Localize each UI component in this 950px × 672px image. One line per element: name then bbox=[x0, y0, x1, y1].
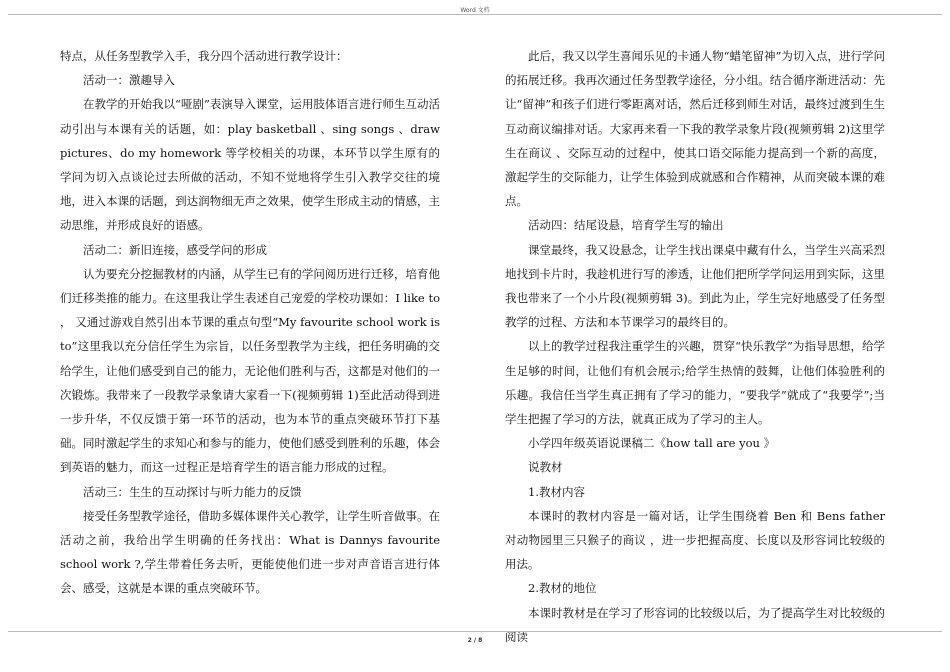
section-heading: 活动三：生生的互动探讨与听力能力的反馈 bbox=[83, 484, 302, 499]
section-heading: 说教材 bbox=[528, 460, 563, 475]
subsection-heading: 2.教材的地位 bbox=[528, 581, 597, 596]
document-title: 小学四年级英语说课稿二《how tall are you 》 bbox=[528, 436, 776, 451]
page-number: 2 / 8 bbox=[467, 637, 483, 644]
subsection-heading: 1.教材内容 bbox=[528, 484, 585, 499]
paragraph: 在教学的开始我以“哑剧”表演导入课堂，运用肢体语言进行师生互动活动引出与本课有关的话题，如：play basketball 、sing songs 、draw pictures、do my homework 等学校相关的功课，本环节以学生原有的学问为切入点谈论过去所做的活动，不知不觉地将学生引入教学交往的境地，进入本课的话题，到达润物细无声之效果，使学生形成主动的情感，主动思维，并形成良好的语感。 bbox=[60, 97, 440, 233]
paragraph: 此后，我又以学生喜闻乐见的卡通人物“蜡笔留神”为切入点，进行学问的拓展迁移。我再次通过任务型教学途径，分小组。结合循序渐进活动：先让“留神”和孩子们进行零距离对话，然后迁移到师生对话，最终过渡到生生互动商议编排对话。大家再来看一下我的教学录象片段(视频剪辑 2)这里学生在商议 、交际互动的过程中，使其口语交际能力提高到一个新的高度，激起学生的交际能力，让学生体验到成就感和合作精神，从而突破本课的难点。 bbox=[505, 49, 885, 209]
paragraph: 本课时教材是在学习了形容词的比较级以后，为了提高学生对比较级的阅读 bbox=[505, 605, 885, 644]
paragraph: 以上的教学过程我注重学生的兴趣，贯穿“快乐教学”为指导思想，给学生足够的时间，让他们有机会展示;给学生热情的鼓舞，让他们体验胜利的乐趣。我信任当学生真正拥有了学习的能力，“要我学”就成了“我要学”;当学生把握了学习的方法，就真正成为了学习的主人。 bbox=[505, 339, 885, 427]
footer-divider bbox=[8, 631, 942, 632]
left-column bbox=[60, 44, 440, 601]
section-heading: 活动二：新旧连接，感受学问的形成 bbox=[83, 242, 267, 257]
header-divider bbox=[8, 14, 942, 15]
section-heading: 活动四：结尾设悬，培育学生写的输出 bbox=[528, 218, 724, 233]
paragraph: 接受任务型教学途径，借助多媒体课件关心教学，让学生听音做事。在活动之前，我给出学生明确的任务找出：What is Dannys favourite school work ?,学生带着任务去听，更能使他们进一步对声音语言进行体会、感受，这就是本课的重点突破环节。 bbox=[60, 508, 440, 596]
paragraph: 本课时的教材内容是一篇对话，让学生围绕着 Ben 和 Bens father 对动物园里三只猴子的商议 ，进一步把握高度、长度以及形容词比较级的用法。 bbox=[505, 508, 885, 572]
document-header bbox=[0, 5, 950, 14]
page-footer bbox=[0, 637, 950, 644]
paragraph: 课堂最终，我又设悬念，让学生找出课桌中藏有什么，当学生兴高采烈地找到卡片时，我趁机进行写的渗透，让他们把所学学问运用到实际，这里我也带来了一个小片段(视频剪辑 3)。到此为止，学生完好地感受了任务型教学的过程、方法和本节课学习的最终目的。 bbox=[505, 242, 885, 330]
paragraph: 特点，从任务型教学入手，我分四个活动进行教学设计： bbox=[60, 49, 348, 63]
header-title: Word 文档 bbox=[460, 7, 490, 14]
section-heading: 活动一：激趣导入 bbox=[83, 73, 175, 88]
paragraph: 认为要充分挖掘教材的内涵，从学生已有的学问阅历进行迁移，培育他们迁移类推的能力。在这里我让学生表述自己宠爱的学校功课如：I like to ， 又通过游戏自然引出本节课的重点句型“My favourite school work is to”这里我以充分信任学生为宗旨，以任务型教学为主线，把任务明确的交给学生，让他们感受到自己的能力，无论他们胜利与否，这都是对他们的一次锻炼。我带来了一段教学录象请大家看一下(视频剪辑 1)至此活动得到进一步升华，不仅反馈于第一环节的活动，也为本节的重点突破环节打下基础。同时激起学生的求知心和参与的能力，使他们感受到胜利的乐趣，体会到英语的魅力，而这一过程正是培育学生的语言能力形成的过程。 bbox=[60, 266, 440, 475]
right-column bbox=[505, 44, 885, 649]
